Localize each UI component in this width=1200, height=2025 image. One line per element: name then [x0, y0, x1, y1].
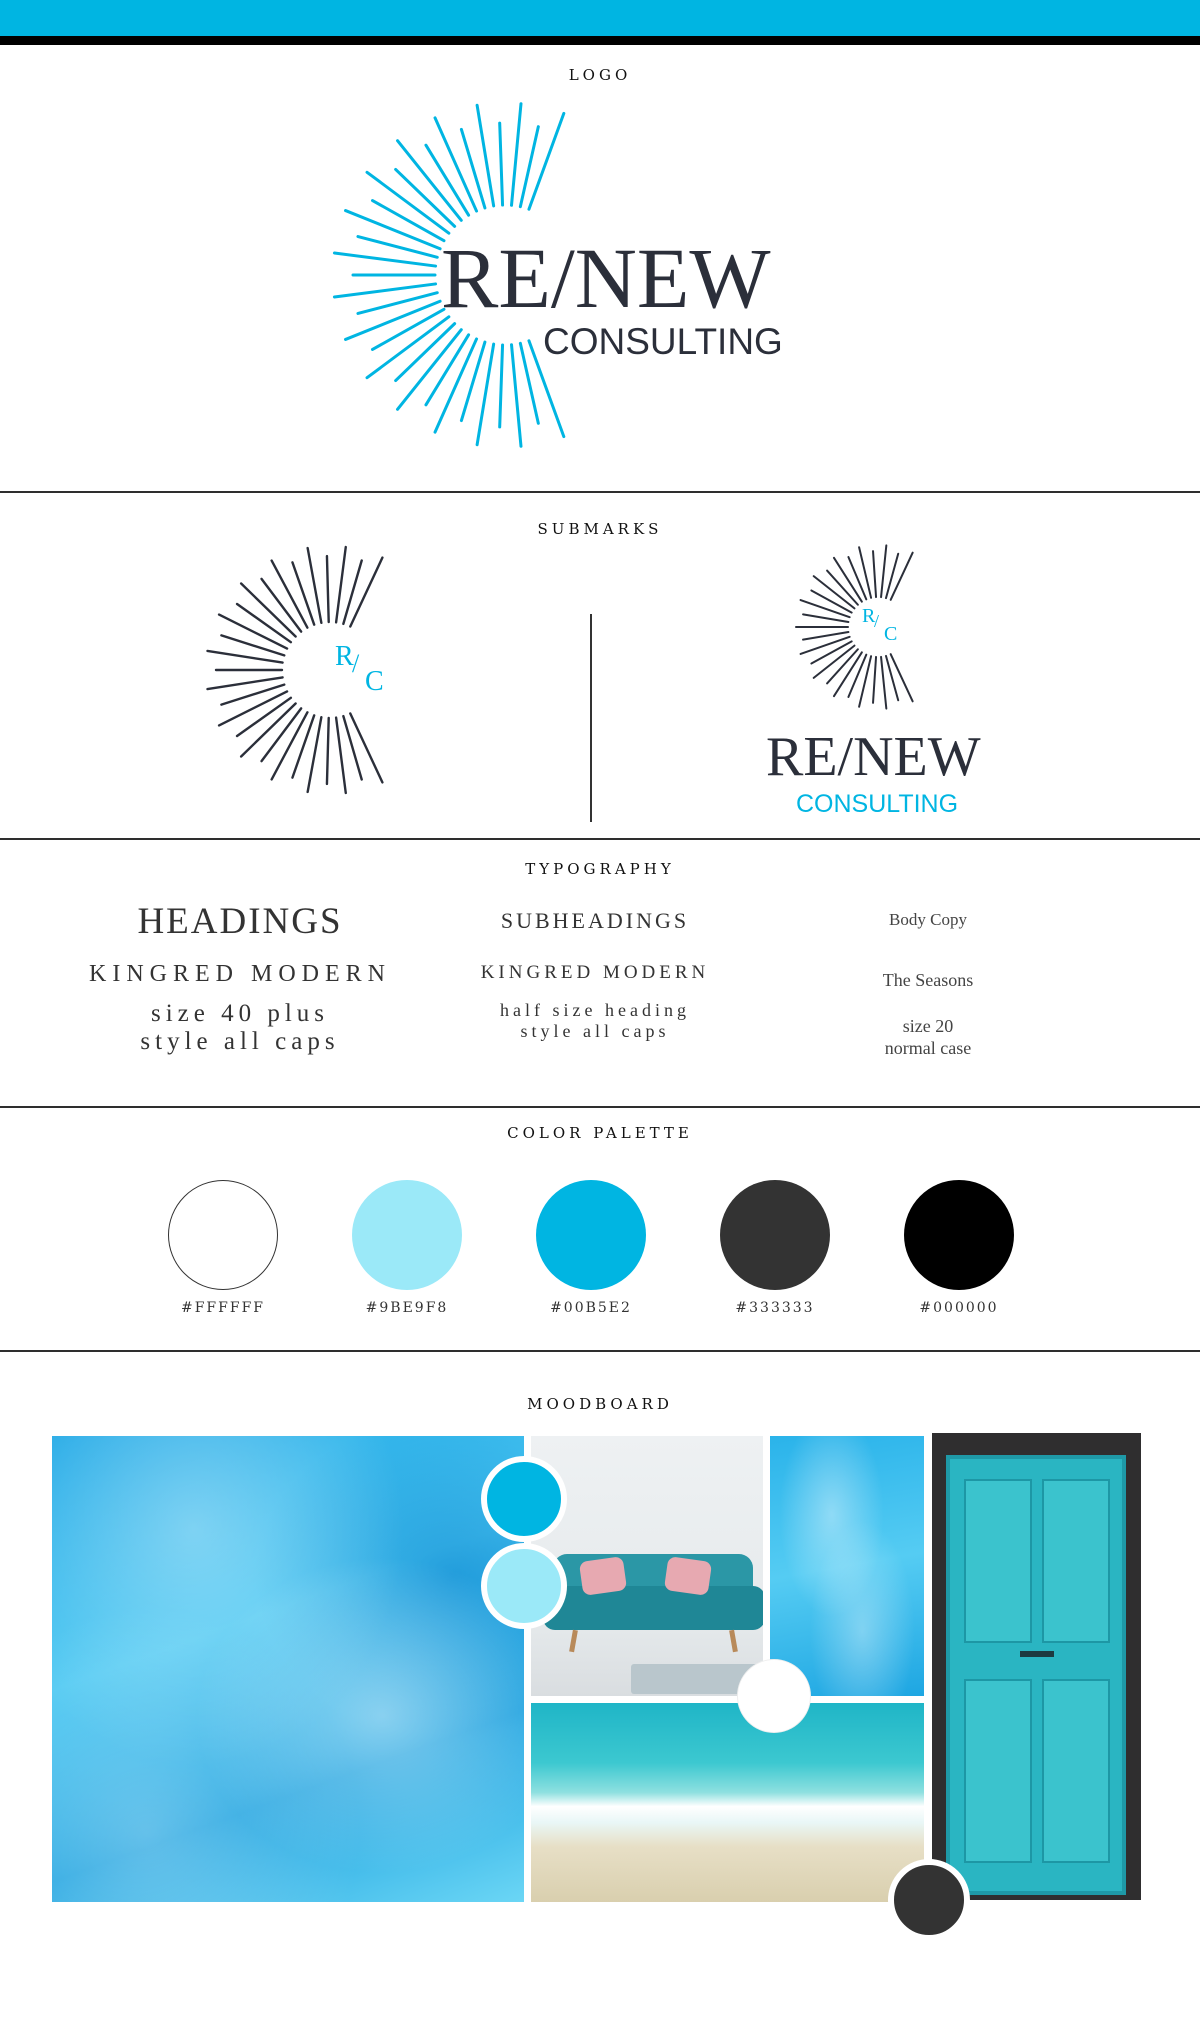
ray-line: [873, 551, 876, 597]
subheadings-title: SUBHEADINGS: [500, 908, 690, 933]
ray-line: [336, 718, 346, 793]
ray-line: [343, 561, 361, 624]
stacked-tagline: CONSULTING: [796, 790, 959, 818]
ray-line: [207, 677, 282, 689]
body-font: The Seasons: [882, 970, 974, 990]
monogram-slash: /: [352, 649, 360, 678]
moodboard-door-photo: [932, 1433, 1141, 1900]
pillow: [579, 1556, 627, 1596]
door: [946, 1455, 1126, 1895]
logo-tagline: CONSULTING: [543, 321, 783, 362]
divider: [0, 838, 1200, 840]
top-black-bar: [0, 36, 1200, 45]
subheadings-size: half size heading: [500, 1000, 690, 1020]
stacked-monogram-r: R: [862, 605, 876, 627]
subheadings-style: style all caps: [520, 1021, 670, 1041]
color-hex-label: #9BE9F8: [365, 1300, 449, 1316]
ray-line: [891, 654, 913, 701]
submark-monogram: [190, 500, 430, 830]
typography-headings: [40, 900, 440, 1056]
ray-line: [327, 556, 329, 622]
subheadings-font: KINGRED MODERN: [480, 962, 710, 983]
ray-line: [336, 547, 346, 622]
color-hex-label: #FFFFFF: [180, 1300, 265, 1316]
ray-line: [221, 635, 284, 655]
ray-line: [207, 651, 282, 663]
body-case: normal case: [884, 1038, 972, 1058]
stacked-monogram-c: C: [884, 623, 898, 645]
pillow: [664, 1556, 712, 1596]
headings-style: style all caps: [140, 1028, 340, 1055]
door-panel: [964, 1679, 1032, 1863]
ray-line: [500, 123, 503, 205]
body-title: Body Copy: [889, 910, 967, 929]
ray-line: [886, 554, 898, 598]
headings-size: size 40 plus: [150, 1000, 330, 1027]
sofa-leg: [729, 1630, 738, 1653]
sofa-seat: [543, 1586, 763, 1630]
ray-line: [350, 558, 382, 627]
ray-line: [500, 345, 503, 427]
logo-wordmark: RE/NEW: [441, 230, 771, 326]
ray-line: [461, 342, 485, 421]
ray-line: [327, 718, 329, 784]
color-swatch: [352, 1180, 462, 1290]
primary-logo: [255, 60, 835, 490]
moodboard-swatch-white: [738, 1660, 810, 1732]
door-panel: [964, 1479, 1032, 1643]
top-accent-bar: [0, 0, 1200, 36]
ray-line: [334, 284, 435, 297]
ray-line: [803, 614, 848, 622]
ray-line: [334, 253, 435, 266]
ray-line: [529, 113, 564, 209]
ray-line: [350, 714, 382, 783]
ray-line: [358, 293, 437, 314]
moodboard-swatch-light-blue: [481, 1543, 567, 1629]
section-label-submarks: SUBMARKS: [537, 520, 663, 538]
ray-line: [886, 656, 898, 700]
moodboard-beach-photo: [531, 1703, 924, 1902]
ray-line: [358, 237, 437, 258]
typography-subheadings: [395, 908, 795, 1042]
color-hex-label: #000000: [919, 1300, 999, 1316]
color-swatch: [720, 1180, 830, 1290]
section-label-typography: TYPOGRAPHY: [525, 860, 675, 878]
headings-font: KINGRED MODERN: [89, 961, 391, 987]
color-swatch: [536, 1180, 646, 1290]
monogram-c: C: [365, 666, 384, 697]
color-hex-label: #00B5E2: [550, 1300, 632, 1316]
moodboard-sofa-photo: [531, 1436, 763, 1696]
ray-line: [461, 129, 485, 208]
ray-line: [512, 104, 521, 206]
ray-line: [343, 716, 361, 779]
moodboard-water-closeup: [770, 1436, 924, 1696]
ray-line: [859, 656, 871, 707]
mail-slot: [1020, 1651, 1054, 1657]
moodboard-swatch-blue: [481, 1456, 567, 1542]
section-label-moodboard: MOODBOARD: [527, 1395, 673, 1413]
stacked-monogram-slash: /: [874, 611, 880, 631]
body-size: size 20: [902, 1016, 954, 1036]
stacked-wordmark: RE/NEW: [766, 726, 981, 788]
color-swatch: [168, 1180, 278, 1290]
moodboard-water-photo: [52, 1436, 524, 1902]
door-panel: [1042, 1479, 1110, 1643]
monogram-r: R: [335, 641, 354, 672]
ray-line: [881, 657, 886, 709]
section-label-logo: LOGO: [568, 66, 632, 84]
divider: [0, 1350, 1200, 1352]
sofa-leg: [569, 1630, 578, 1653]
ray-line: [881, 545, 886, 597]
headings-title: HEADINGS: [137, 901, 343, 942]
typography-body: [778, 910, 1078, 1059]
section-label-palette: COLOR PALETTE: [507, 1124, 693, 1142]
ray-line: [873, 657, 876, 703]
ray-line: [803, 632, 848, 640]
ray-line: [512, 345, 521, 447]
divider: [0, 1106, 1200, 1108]
ray-line: [221, 685, 284, 705]
submark-stacked-logo: [760, 505, 1020, 825]
color-hex-label: #333333: [735, 1300, 815, 1316]
submark-divider: [590, 614, 592, 822]
ray-line: [859, 547, 871, 598]
door-panel: [1042, 1679, 1110, 1863]
moodboard-swatch-dark: [888, 1859, 970, 1941]
color-swatch: [904, 1180, 1014, 1290]
divider: [0, 491, 1200, 493]
ray-line: [891, 553, 913, 600]
